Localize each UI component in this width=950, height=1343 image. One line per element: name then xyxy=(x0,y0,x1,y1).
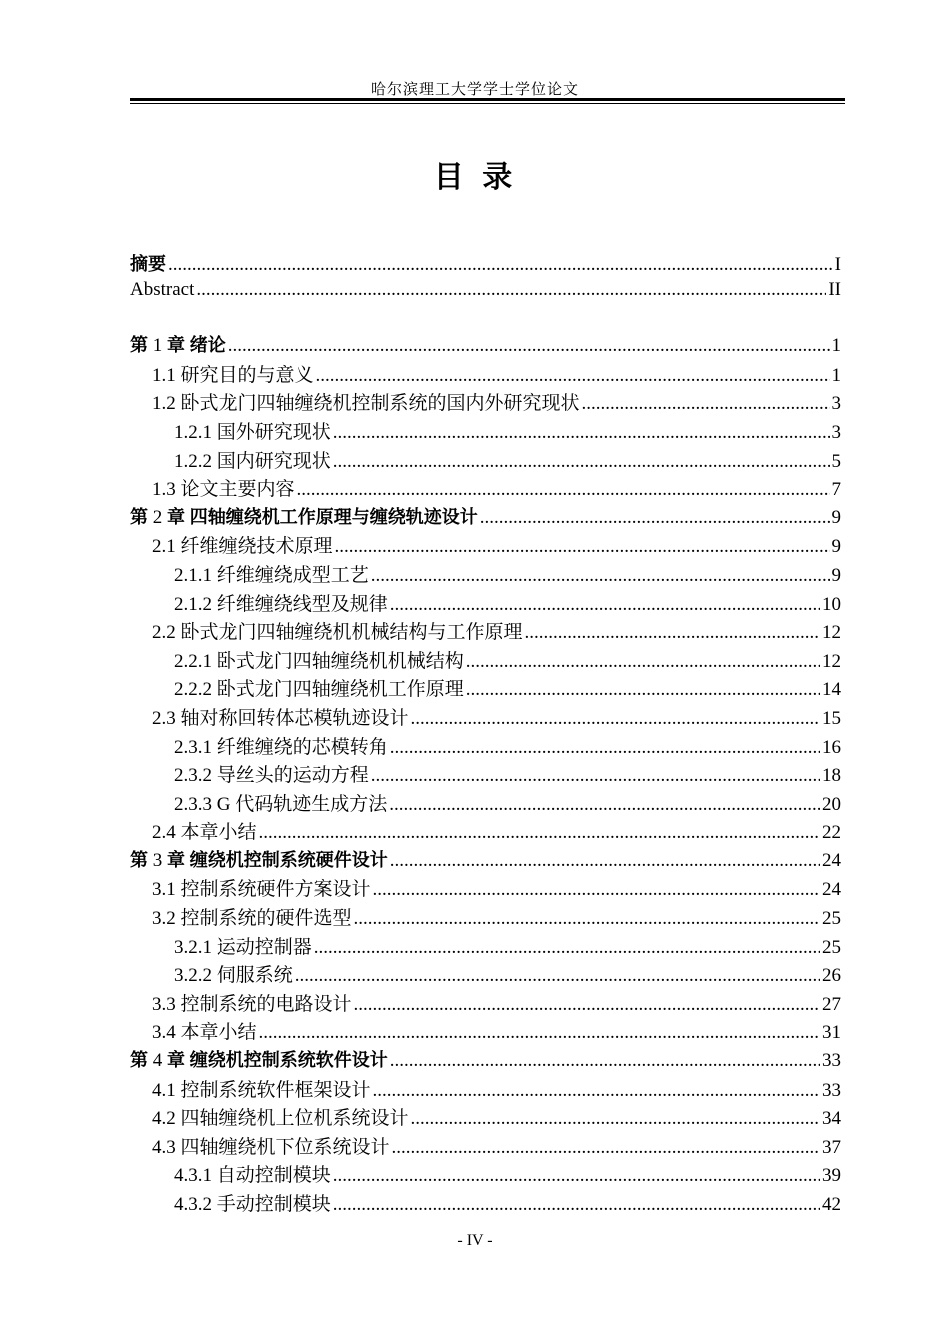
toc-leader-dots xyxy=(390,1050,820,1072)
toc-entry-page: 24 xyxy=(822,849,841,871)
toc-leader-dots xyxy=(354,994,820,1016)
toc-entry-page: 5 xyxy=(831,450,841,472)
toc-entry[interactable] xyxy=(130,531,841,560)
toc-entry[interactable] xyxy=(130,989,841,1018)
toc-entry-page: 27 xyxy=(822,993,841,1015)
toc-entry[interactable] xyxy=(130,903,841,932)
toc-entry[interactable] xyxy=(130,503,841,532)
toc-entry-page: 14 xyxy=(822,679,841,701)
toc-entry[interactable] xyxy=(130,960,841,989)
toc-entry[interactable] xyxy=(130,1046,841,1075)
toc-leader-dots xyxy=(335,536,830,558)
toc-entry[interactable] xyxy=(130,1075,841,1104)
toc-leader-dots xyxy=(525,622,820,644)
toc-entry[interactable] xyxy=(130,760,841,789)
toc-entry-page: 25 xyxy=(822,936,841,958)
toc-entry[interactable] xyxy=(130,560,841,589)
toc-entry-label: 3.2.1 运动控制器 xyxy=(174,936,312,958)
toc-leader-dots xyxy=(466,679,820,701)
toc-entry-page: 20 xyxy=(822,793,841,815)
toc-entry-label: 2.3.3 G 代码轨迹生成方法 xyxy=(174,793,388,815)
page-title: 目 录 xyxy=(433,160,517,195)
toc-entry[interactable] xyxy=(130,874,841,903)
toc-leader-dots xyxy=(390,850,820,872)
toc-leader-dots xyxy=(373,1080,820,1102)
toc-leader-dots xyxy=(371,565,830,587)
toc-leader-dots xyxy=(259,1022,820,1044)
toc-leader-dots xyxy=(228,335,830,357)
toc-leader-dots xyxy=(390,594,820,616)
toc-entry[interactable] xyxy=(130,703,841,732)
toc-entry-page: 3 xyxy=(831,393,841,415)
toc-entry-page: 31 xyxy=(822,1022,841,1044)
header-rule-thin xyxy=(130,103,845,104)
toc-leader-dots xyxy=(168,254,833,276)
toc-entry-page: 9 xyxy=(831,564,841,586)
toc-entry-page: 34 xyxy=(822,1108,841,1130)
page-number: - IV - xyxy=(457,1232,493,1249)
toc-entry[interactable] xyxy=(130,789,841,818)
toc-entry[interactable] xyxy=(130,474,841,503)
header-rule-thick xyxy=(130,98,845,101)
toc-entry[interactable] xyxy=(130,1189,841,1218)
toc-leader-dots xyxy=(333,1165,820,1187)
toc-entry-label: 4.3.2 手动控制模块 xyxy=(174,1194,331,1215)
toc-entry-page: 33 xyxy=(822,1079,841,1101)
toc-entry[interactable] xyxy=(130,674,841,703)
toc-entry-label: 1.2 卧式龙门四轴缠绕机控制系统的国内外研究现状 xyxy=(152,393,580,415)
toc-entry[interactable] xyxy=(130,732,841,761)
toc-entry-page: 1 xyxy=(831,364,841,386)
toc-entry-label: 2.1.1 纤维缠绕成型工艺 xyxy=(174,564,369,586)
toc-entry[interactable] xyxy=(130,846,841,875)
toc-entry-label: 2.4 本章小结 xyxy=(152,822,257,844)
toc-leader-dots xyxy=(582,393,830,415)
toc-leader-dots xyxy=(196,279,826,301)
toc-entry[interactable] xyxy=(130,646,841,675)
toc-entry-page: 10 xyxy=(822,593,841,615)
toc-entry-page: 37 xyxy=(822,1136,841,1158)
toc-entry-label: 2.1 纤维缠绕技术原理 xyxy=(152,536,333,558)
toc-entry-page: 33 xyxy=(822,1050,841,1072)
toc-entry-label: 4.1 控制系统软件框架设计 xyxy=(152,1079,371,1101)
running-header: 哈尔滨理工大学学士学位论文 xyxy=(370,82,579,98)
toc-entry-page: II xyxy=(828,278,841,300)
toc-entry[interactable] xyxy=(130,1017,841,1046)
toc-entry-label: 3.2.2 伺服系统 xyxy=(174,965,293,987)
toc-entry-label: 3.1 控制系统硬件方案设计 xyxy=(152,879,371,901)
toc-entry[interactable] xyxy=(130,1132,841,1161)
toc-entry-label: 摘要 xyxy=(130,254,166,275)
toc-entry-page: 22 xyxy=(822,822,841,844)
toc-leader-dots xyxy=(316,365,830,387)
toc-entry-page: 3 xyxy=(831,421,841,443)
toc-leader-dots xyxy=(295,965,820,987)
toc-entry[interactable] xyxy=(130,250,841,279)
toc-entry-label: 3.2 控制系统的硬件选型 xyxy=(152,908,352,930)
toc-entry-label: 2.2 卧式龙门四轴缠绕机机械结构与工作原理 xyxy=(152,622,523,644)
toc-entry[interactable] xyxy=(130,932,841,961)
toc-entry-label: 2.2.2 卧式龙门四轴缠绕机工作原理 xyxy=(174,679,464,701)
toc-entry[interactable] xyxy=(130,589,841,618)
toc-entry-label: 第 1 章 绪论 xyxy=(130,335,226,357)
toc-entry-page: 12 xyxy=(822,650,841,672)
toc-leader-dots xyxy=(333,451,830,473)
toc-entry-page: 9 xyxy=(831,536,841,558)
toc-entry[interactable] xyxy=(130,360,841,389)
toc-entry-label: 第 2 章 四轴缠绕机工作原理与缠绕轨迹设计 xyxy=(130,506,478,528)
toc-entry-page: 1 xyxy=(831,335,841,357)
toc-entry-page: 25 xyxy=(822,908,841,930)
toc-leader-dots xyxy=(314,937,820,959)
toc-entry-page: 9 xyxy=(831,506,841,528)
toc-leader-dots xyxy=(466,651,820,673)
toc-entry[interactable] xyxy=(130,617,841,646)
toc-entry-label: 2.3.2 导丝头的运动方程 xyxy=(174,765,369,787)
toc-entry-label: 2.3 轴对称回转体芯模轨迹设计 xyxy=(152,707,409,729)
toc-entry-label: 2.1.2 纤维缠绕线型及规律 xyxy=(174,593,388,615)
toc-entry[interactable] xyxy=(130,817,841,846)
toc-entry-label: 3.4 本章小结 xyxy=(152,1022,257,1044)
toc-entry-label: 3.3 控制系统的电路设计 xyxy=(152,993,352,1015)
toc-leader-dots xyxy=(389,794,820,816)
toc-entry-page: 15 xyxy=(822,707,841,729)
toc-entry-page: 7 xyxy=(831,479,841,501)
toc-entry-label: 4.3 四轴缠绕机下位系统设计 xyxy=(152,1136,390,1158)
toc-entry-label: 第 4 章 缠绕机控制系统软件设计 xyxy=(130,1050,388,1072)
toc-leader-dots xyxy=(411,708,820,730)
toc-entry-page: 24 xyxy=(822,879,841,901)
toc-entry-page: 42 xyxy=(822,1194,841,1215)
toc-leader-dots xyxy=(297,479,830,501)
toc-leader-dots xyxy=(480,507,830,529)
toc-leader-dots xyxy=(411,1108,820,1130)
toc-entry-label: 4.3.1 自动控制模块 xyxy=(174,1165,331,1187)
toc-entry-label: 1.3 论文主要内容 xyxy=(152,479,295,501)
toc-entry[interactable] xyxy=(130,417,841,446)
toc-entry-label: 4.2 四轴缠绕机上位机系统设计 xyxy=(152,1108,409,1130)
table-of-contents xyxy=(130,250,841,1218)
toc-entry-label: Abstract xyxy=(130,278,195,300)
toc-leader-dots xyxy=(390,737,820,759)
toc-leader-dots xyxy=(333,1194,820,1216)
toc-leader-dots xyxy=(371,765,820,787)
toc-entry-page: I xyxy=(834,254,841,275)
toc-entry[interactable] xyxy=(130,331,841,360)
toc-entry-page: 16 xyxy=(822,736,841,758)
toc-entry[interactable] xyxy=(130,279,841,308)
toc-entry-label: 2.3.1 纤维缠绕的芯模转角 xyxy=(174,736,388,758)
toc-leader-dots xyxy=(392,1137,820,1159)
toc-leader-dots xyxy=(354,908,820,930)
toc-entry-page: 18 xyxy=(822,765,841,787)
toc-entry[interactable] xyxy=(130,446,841,475)
toc-entry[interactable] xyxy=(130,388,841,417)
toc-leader-dots xyxy=(259,822,820,844)
toc-entry-label: 第 3 章 缠绕机控制系统硬件设计 xyxy=(130,849,388,871)
toc-entry-label: 1.1 研究目的与意义 xyxy=(152,364,314,386)
toc-leader-dots xyxy=(333,422,830,444)
toc-leader-dots xyxy=(373,879,820,901)
toc-entry-page: 39 xyxy=(822,1165,841,1187)
toc-entry[interactable] xyxy=(130,1103,841,1132)
toc-entry-label: 1.2.2 国内研究现状 xyxy=(174,450,331,472)
toc-entry[interactable] xyxy=(130,1160,841,1189)
toc-entry-page: 26 xyxy=(822,965,841,987)
toc-entry-label: 2.2.1 卧式龙门四轴缠绕机机械结构 xyxy=(174,650,464,672)
toc-entry-label: 1.2.1 国外研究现状 xyxy=(174,421,331,443)
toc-entry-page: 12 xyxy=(822,622,841,644)
